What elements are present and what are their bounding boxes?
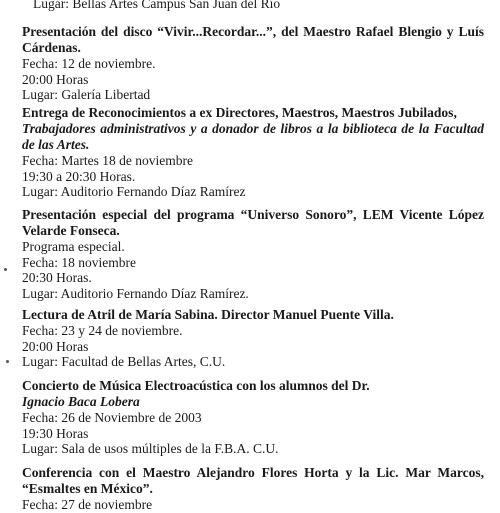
event-subtitle: Ignacio Baca Lobera [22,394,140,409]
event-time: 20:00 Horas [22,338,89,354]
event-date: Fecha: Martes 18 de noviembre [22,153,193,168]
event-time: 19:30 a 20:30 Horas. [22,168,136,184]
event-venue: Lugar: Auditorio Fernando Díaz Ramírez [22,184,246,199]
event-date: Fecha: 26 de Noviembre de 2003 [22,410,202,425]
event-item [22,378,484,457]
event-venue: Lugar: Facultad de Bellas Artes, C.U. [22,354,226,369]
event-item [22,207,484,301]
event-title: Presentación especial del programa “Universo Sonoro”, LEM Vicente López Velarde Fonseca. [22,207,484,238]
event-venue: Lugar: Auditorio Fernando Díaz Ramírez. [22,285,249,301]
event-title: Conferencia con el Maestro Alejandro Flores Horta y la Lic. Mar Marcos, “Esmaltes en México”. [22,465,484,496]
event-date: Fecha: 18 noviembre [22,254,136,270]
event-time: 19:30 Horas [22,425,89,441]
event-title: Entrega de Reconocimientos a ex Directores, Maestros, Maestros Jubilados, [22,105,457,120]
event-venue: Lugar: Sala de usos múltiples de la F.B.A. C.U. [22,441,279,456]
event-date: Fecha: 27 de noviembre [22,497,153,512]
event-title: Presentación del disco “Vivir...Recordar...”, del Maestro Rafael Blengio y Luís Cárdenas. [22,24,484,55]
event-note: Programa especial. [22,239,125,254]
event-subtitle: Trabajadores administrativos y a donador de libros a la biblioteca de la Facultad de las Artes. [22,121,484,152]
event-title: Lectura de Atril de María Sabina. Director Manuel Puente Villa. [22,307,394,322]
venue-line-top: Lugar: Bellas Artes Campus San Juan del Río [33,0,281,11]
event-time: 20:30 Horas. [22,270,92,285]
event-title: Concierto de Música Electroacústica con los alumnos del Dr. [22,378,370,393]
event-item [22,24,484,103]
event-date: Fecha: 23 y 24 de noviembre. [22,323,183,338]
event-time: 20:00 Horas [22,71,89,87]
event-date: Fecha: 12 de noviembre. [22,56,156,71]
event-item [22,307,484,370]
scan-speck [4,268,7,271]
event-item [22,465,484,513]
scan-speck [6,360,9,363]
event-venue: Lugar: Galería Libertad [22,87,151,102]
event-item [22,105,484,200]
